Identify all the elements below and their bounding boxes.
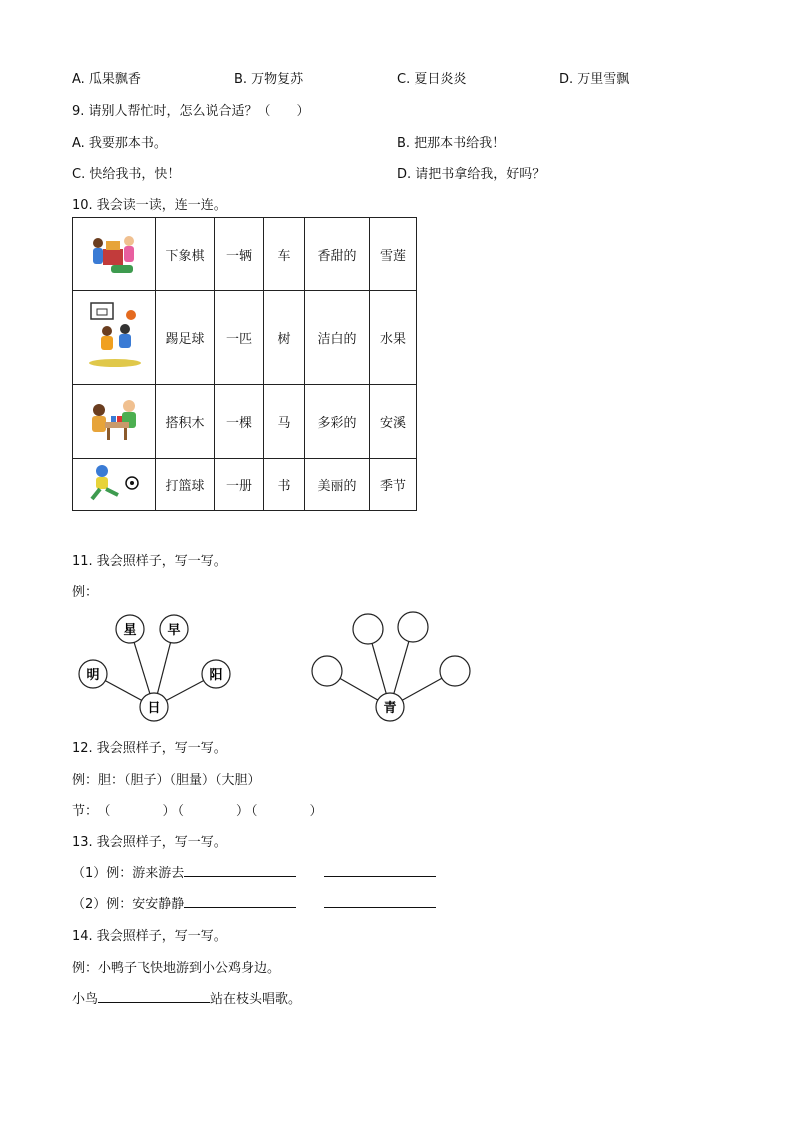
q12-example: 例：胆：（胆子）（胆量）（大胆） xyxy=(72,773,261,788)
cell-activity: 踢足球 xyxy=(156,291,215,385)
q12-task xyxy=(72,800,323,819)
q9-option-c: C. 快给我书，快！ xyxy=(72,167,181,182)
table-row xyxy=(73,291,417,385)
q8-option-a: A. 瓜果飘香 xyxy=(72,72,141,87)
cell-measure: 一辆 xyxy=(215,218,264,291)
q12-blank[interactable]: （ ） xyxy=(177,804,250,819)
answer-blank[interactable] xyxy=(184,862,296,877)
cell-measure: 一匹 xyxy=(215,291,264,385)
cell-noun: 马 xyxy=(264,385,305,459)
table-row xyxy=(73,385,417,459)
q12-stem: 12. 我会照样子，写一写。 xyxy=(72,741,227,756)
cell-adjective: 洁白的 xyxy=(305,291,370,385)
basketball-illustration xyxy=(73,291,156,385)
blank-circle[interactable] xyxy=(312,656,342,686)
table-row xyxy=(73,459,417,511)
cell-object: 雪莲 xyxy=(370,218,417,291)
cell-measure: 一棵 xyxy=(215,385,264,459)
cell-adjective: 美丽的 xyxy=(305,459,370,511)
example-leaf-char: 阳 xyxy=(209,668,223,683)
cell-measure: 一册 xyxy=(215,459,264,511)
q13-item-2-label: （2）例：安安静静 xyxy=(72,897,185,912)
q14-task-after: 站在枝头唱歌。 xyxy=(210,992,302,1007)
answer-blank[interactable] xyxy=(324,862,436,877)
q12-blank[interactable]: （ ） xyxy=(104,804,176,819)
q8-option-b: B. 万物复苏 xyxy=(234,72,304,87)
task-word-fan xyxy=(305,607,475,725)
cell-noun: 树 xyxy=(264,291,305,385)
q11-stem: 11. 我会照样子，写一写。 xyxy=(72,554,227,569)
q9-stem: 9. 请别人帮忙时，怎么说合适？（ ） xyxy=(72,104,310,119)
football-illustration xyxy=(73,459,156,511)
cell-activity: 下象棋 xyxy=(156,218,215,291)
example-leaf-char: 明 xyxy=(86,668,100,683)
q9-option-b: B. 把那本书给我！ xyxy=(397,136,506,151)
cell-noun: 车 xyxy=(264,218,305,291)
q8-option-c: C. 夏日炎炎 xyxy=(397,72,467,87)
q10-stem: 10. 我会读一读，连一连。 xyxy=(72,198,227,213)
blank-circle[interactable] xyxy=(353,614,383,644)
q14-stem: 14. 我会照样子，写一写。 xyxy=(72,929,227,944)
q14-task xyxy=(72,988,301,1007)
task-center-char: 青 xyxy=(383,701,397,716)
q14-example: 例：小鸭子飞快地游到小公鸡身边。 xyxy=(72,961,281,976)
q9-option-a: A. 我要那本书。 xyxy=(72,136,167,151)
cell-adjective: 多彩的 xyxy=(305,385,370,459)
q11-example-label: 例： xyxy=(72,585,99,600)
example-leaf-char: 星 xyxy=(123,623,137,638)
q12-task-prefix: 节： xyxy=(72,804,99,819)
cell-object: 季节 xyxy=(370,459,417,511)
blank-circle[interactable] xyxy=(398,612,428,642)
blank-circle[interactable] xyxy=(440,656,470,686)
cell-noun: 书 xyxy=(264,459,305,511)
example-center-char: 日 xyxy=(147,701,161,716)
chess-illustration xyxy=(73,218,156,291)
q13-item-1-label: （1）例：游来游去 xyxy=(72,866,185,881)
q14-task-before: 小鸟 xyxy=(72,992,99,1007)
cell-object: 安溪 xyxy=(370,385,417,459)
cell-activity: 搭积木 xyxy=(156,385,215,459)
answer-blank[interactable] xyxy=(184,893,296,908)
cell-activity: 打篮球 xyxy=(156,459,215,511)
example-leaf-char: 早 xyxy=(167,623,181,638)
answer-blank[interactable] xyxy=(324,893,436,908)
answer-blank[interactable] xyxy=(98,988,210,1003)
cell-adjective: 香甜的 xyxy=(305,218,370,291)
cell-object: 水果 xyxy=(370,291,417,385)
q12-blank[interactable]: （ ） xyxy=(251,804,323,819)
q9-option-d: D. 请把书拿给我，好吗？ xyxy=(397,167,546,182)
example-word-fan xyxy=(72,607,242,725)
q13-item-2 xyxy=(72,893,436,912)
q8-option-d: D. 万里雪飘 xyxy=(559,72,630,87)
q13-item-1 xyxy=(72,862,436,881)
building-blocks-illustration xyxy=(73,385,156,459)
matching-table xyxy=(72,217,417,511)
q13-stem: 13. 我会照样子，写一写。 xyxy=(72,835,227,850)
table-row xyxy=(73,218,417,291)
